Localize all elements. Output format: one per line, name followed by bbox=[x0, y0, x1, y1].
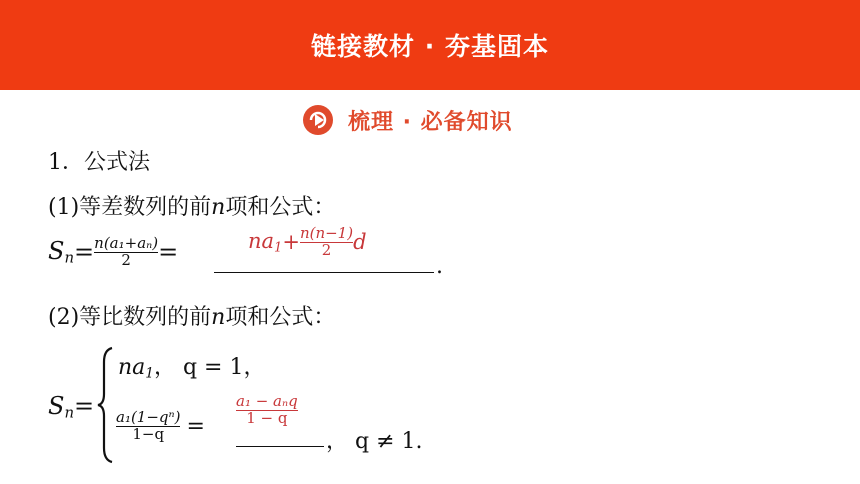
item-number: 1． bbox=[48, 150, 84, 175]
arith-eq2: = bbox=[158, 238, 179, 267]
arith-frac-den: 2 bbox=[121, 250, 131, 269]
left-brace bbox=[96, 346, 114, 464]
arith-frac-num: n(a₁+aₙ) bbox=[94, 234, 159, 252]
arith-answer-fraction: $\frac{n(n-1)}{2}$ bbox=[299, 224, 354, 259]
arith-label bbox=[48, 190, 335, 221]
section-header bbox=[302, 104, 513, 136]
top-banner bbox=[0, 0, 860, 90]
arith-period: . bbox=[436, 254, 443, 279]
play-circle-icon bbox=[302, 104, 334, 136]
geom-case2: $\frac{\text{a₁(1−qⁿ)}}{1-q}$ = bbox=[116, 408, 205, 443]
geom-label-prefix: (2)等比数列的前 bbox=[48, 305, 212, 330]
geom-case1: $na_1$， q = 1， bbox=[118, 355, 266, 382]
geom-case2-cond: ， q ≠ 1. bbox=[326, 429, 423, 454]
arith-formula bbox=[48, 236, 178, 269]
arith-label-suffix: 项和公式： bbox=[225, 195, 336, 220]
geom-answer-fraction: $\frac{\text{a₁ − aₙq}}{1 - q}$ bbox=[236, 392, 298, 427]
geom-case1-cond: ， q = 1， bbox=[153, 355, 266, 380]
arith-label-prefix: (1)等差数列的前 bbox=[48, 195, 212, 220]
geom-answer bbox=[236, 394, 298, 427]
item-title: 公式法 bbox=[84, 150, 151, 175]
arith-answer-blank bbox=[214, 272, 434, 273]
arith-answer: $na_1$ + $\frac{n(n-1)}{2}$ d bbox=[248, 224, 367, 259]
geom-lhs: $S_n=$ bbox=[48, 392, 95, 422]
arith-fraction bbox=[94, 236, 158, 269]
item-heading bbox=[48, 145, 150, 176]
arith-eq: = bbox=[74, 238, 95, 267]
geom-answer-blank bbox=[236, 446, 324, 447]
geom-case2-fraction: $\frac{\text{a₁(1−qⁿ)}}{1-q}$ bbox=[116, 408, 181, 443]
geom-label bbox=[48, 300, 335, 331]
geom-label-suffix: 项和公式： bbox=[225, 305, 336, 330]
banner-title: 链接教材 · 夯基固本 bbox=[311, 32, 549, 61]
arith-label-var: n bbox=[211, 195, 226, 220]
section-title: 梳理 · 必备知识 bbox=[348, 109, 513, 135]
geom-eq: = bbox=[74, 392, 95, 420]
arith-lhs: $S_n$ bbox=[48, 237, 75, 268]
geom-label-var: n bbox=[211, 305, 226, 330]
